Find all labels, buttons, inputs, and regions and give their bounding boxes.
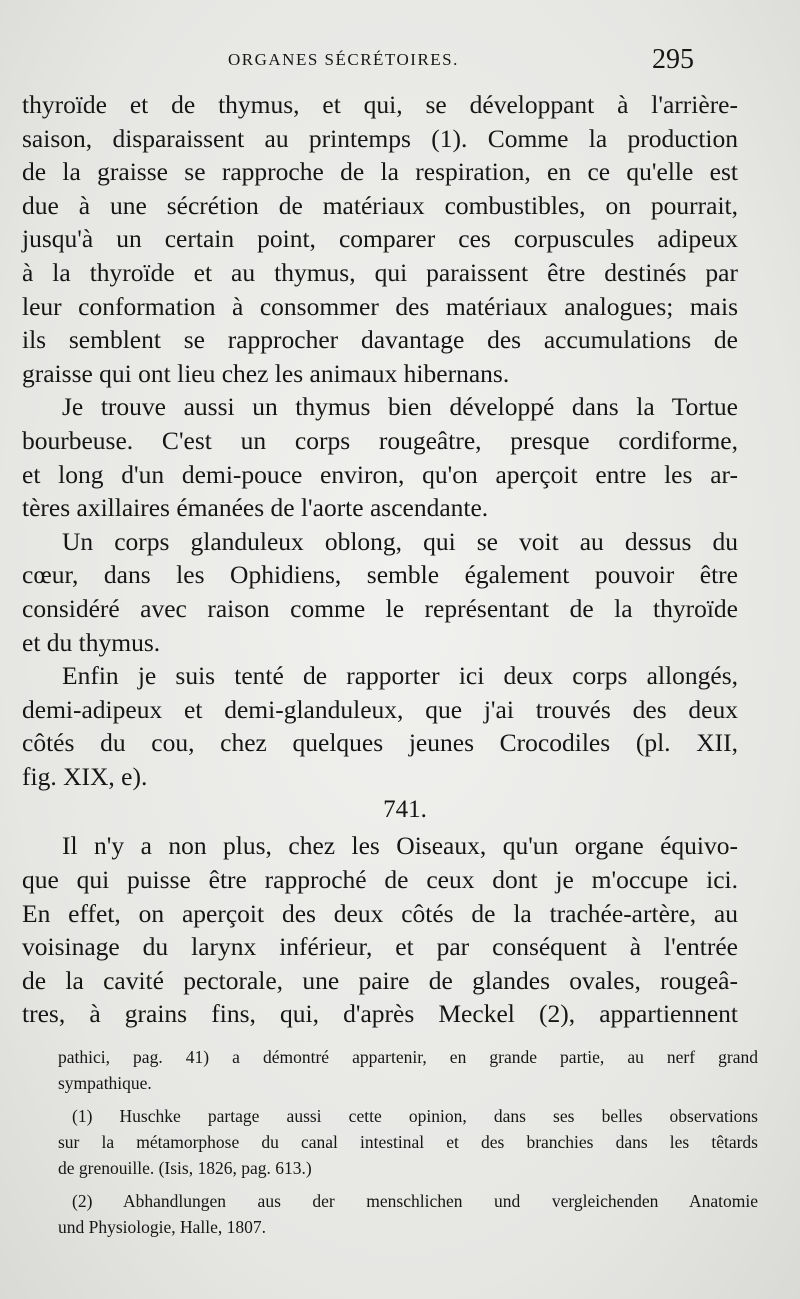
text-line: et long d'un demi-pouce environ, qu'on aperçoit entre les ar- (22, 459, 738, 489)
footnote (58, 1103, 758, 1181)
footnotes (58, 1044, 758, 1247)
text-line: Un corps glanduleux oblong, qui se voit au dessus du (62, 526, 738, 556)
text-line: cœur, dans les Ophidiens, semble également pouvoir être (22, 560, 738, 590)
text-line: graisse qui ont lieu chez les animaux hibernans. (22, 358, 510, 388)
text-line: demi-adipeux et demi-glanduleux, que j'ai trouvés des deux (22, 694, 738, 724)
text-line: leur conformation à consommer des matériaux analogues; mais (22, 291, 738, 321)
text-line: à la thyroïde et au thymus, qui paraissent être destinés par (22, 257, 738, 287)
section-number: 741. (383, 796, 427, 824)
footnote-line: und Physiologie, Halle, 1807. (58, 1217, 267, 1237)
main-text (22, 88, 738, 1031)
paragraph (22, 659, 738, 793)
paragraph (22, 390, 738, 524)
footnote-line: (2) Abhandlungen aus der menschlichen und vergleichenden Anatomie (72, 1191, 758, 1211)
footnote-line: (1) Huschke partage aussi cette opinion, dans ses belles observations (72, 1106, 758, 1126)
text-line: Je trouve aussi un thymus bien développé dans la Tortue (62, 392, 738, 422)
text-line: de la cavité pectorale, une paire de glandes ovales, rougeâ- (22, 965, 738, 995)
text-line: tères axillaires émanées de l'aorte ascendante. (22, 493, 489, 523)
text-line: jusqu'à un certain point, comparer ces corpuscules adipeux (22, 224, 738, 254)
text-line: considéré avec raison comme le représentant de la thyroïde (22, 593, 738, 623)
paragraph (22, 829, 738, 1031)
text-line: saison, disparaissent au printemps (1). Comme la production (22, 123, 738, 153)
page-number: 295 (652, 44, 694, 75)
footnote (58, 1188, 758, 1240)
text-line: que qui puisse être rapproché de ceux dont je m'occupe ici. (22, 865, 738, 895)
text-line: due à une sécrétion de matériaux combustibles, on pourrait, (22, 190, 738, 220)
footnote (58, 1044, 758, 1096)
footnote-line: sympathique. (58, 1073, 152, 1093)
text-line: En effet, on aperçoit des deux côtés de la trachée-artère, au (22, 898, 738, 928)
text-line: fig. XIX, e). (22, 761, 148, 791)
text-line: voisinage du larynx inférieur, et par conséquent à l'entrée (22, 932, 738, 962)
footnote-line: sur la métamorphose du canal intestinal et des branchies dans les têtards (58, 1132, 758, 1152)
text-line: Enfin je suis tenté de rapporter ici deux corps allongés, (62, 661, 738, 691)
text-line: de la graisse se rapproche de la respiration, en ce qu'elle est (22, 157, 738, 187)
page-header (0, 44, 800, 80)
footnote-line: pathici, pag. 41) a démontré appartenir, en grande partie, au nerf grand (58, 1047, 758, 1067)
footnote-line: de grenouille. (Isis, 1826, pag. 613.) (58, 1158, 312, 1178)
text-line: tres, à grains fins, qui, d'après Meckel (2), appartiennent (22, 999, 738, 1029)
text-line: ils semblent se rapprocher davantage des accumulations de (22, 325, 738, 355)
paragraph (22, 88, 738, 390)
text-line: et du thymus. (22, 627, 161, 657)
text-line: côtés du cou, chez quelques jeunes Crocodiles (pl. XII, (22, 728, 738, 758)
text-line: thyroïde et de thymus, et qui, se développant à l'arrière- (22, 90, 738, 119)
text-line: Il n'y a non plus, chez les Oiseaux, qu'un organe équivo- (62, 831, 738, 861)
text-line: bourbeuse. C'est un corps rougeâtre, presque cordiforme, (22, 425, 738, 455)
running-title: ORGANES SÉCRÉTOIRES. (228, 50, 459, 69)
paragraph (22, 525, 738, 659)
